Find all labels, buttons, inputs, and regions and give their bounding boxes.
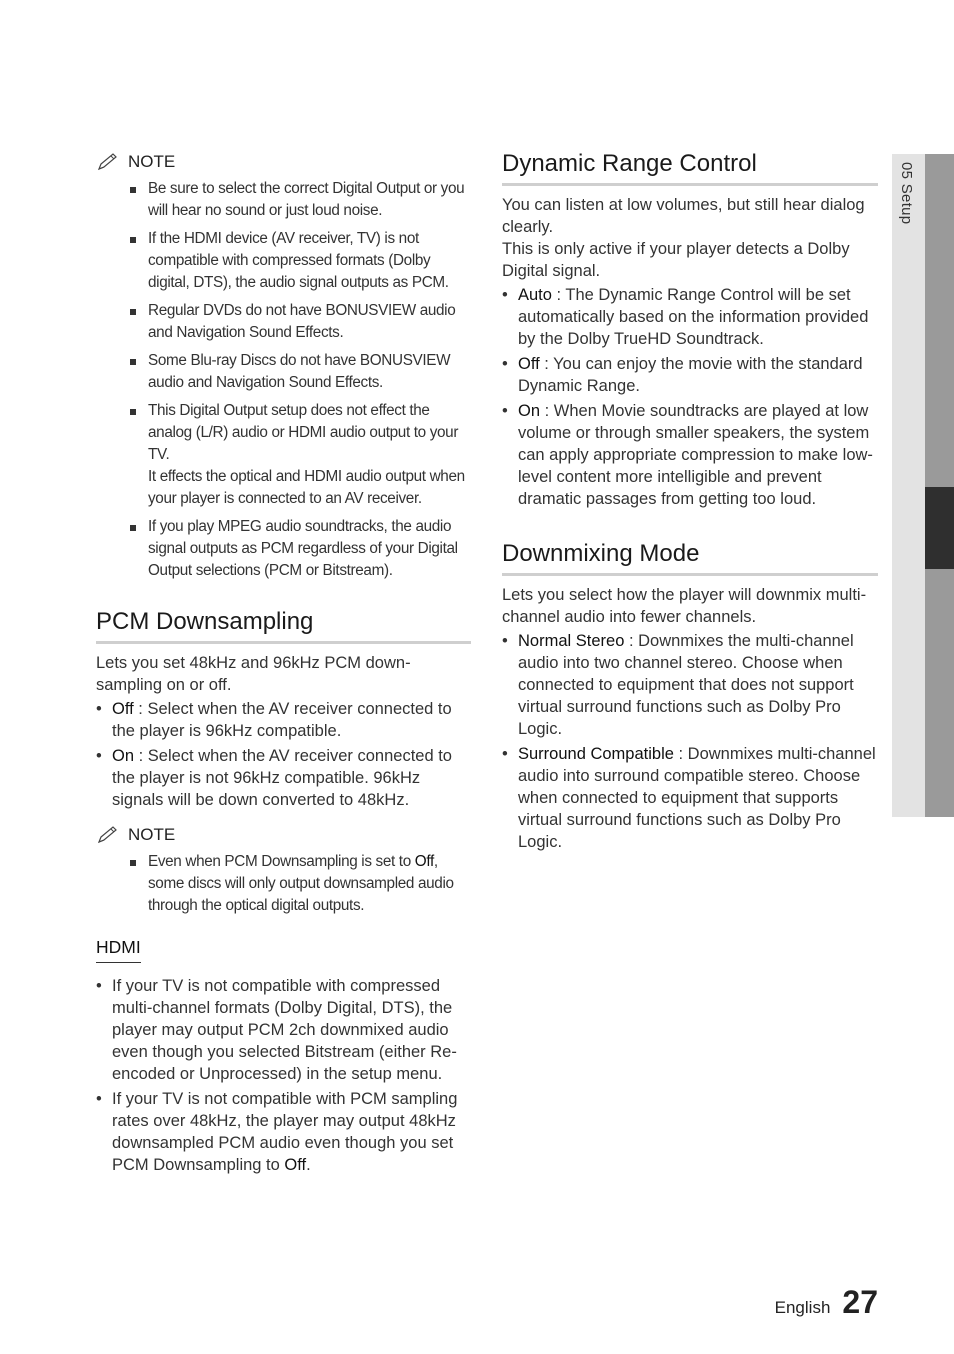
option-text: : Select when the AV receiver connected to the player is not 96kHz compatible. 96kHz signals will be down converted to 48kHz. (112, 747, 452, 809)
pencil-note-icon (96, 152, 122, 172)
left-column (96, 150, 471, 1179)
hdmi-item-text: . (306, 1156, 311, 1174)
note-list (96, 851, 471, 917)
page-number: 27 (842, 1284, 878, 1320)
section-title-downmixing-mode: Downmixing Mode (502, 540, 878, 576)
option-term: Off (112, 700, 134, 718)
option-term: Off (518, 355, 540, 373)
pcm-intro: Lets you set 48kHz and 96kHz PCM down-sampling on or off. (96, 654, 411, 694)
note-item: Regular DVDs do not have BONUSVIEW audio and Navigation Sound Effects. (96, 300, 471, 344)
chapter-tab-strip (925, 569, 954, 817)
option-text: : You can enjoy the movie with the standard Dynamic Range. (518, 355, 863, 395)
downmix-options (502, 630, 878, 853)
option-term: On (518, 402, 541, 420)
note-text: Even when PCM Downsampling is set to (148, 853, 415, 870)
drc-options (502, 284, 878, 510)
option-term: On (112, 747, 135, 765)
hdmi-section (96, 937, 471, 1176)
drc-section (502, 150, 878, 510)
note-item: If you play MPEG audio soundtracks, the audio signal outputs as PCM regardless of your Digital Output selections (PCM or Bitstream). (96, 516, 471, 582)
pencil-note-icon (96, 825, 122, 845)
downmix-intro: Lets you select how the player will downmix multi-channel audio into fewer channels. (502, 586, 867, 626)
drc-intro: This is only active if your player detects a Dolby Digital signal. (502, 240, 850, 280)
note-item: Some Blu-ray Discs do not have BONUSVIEW audio and Navigation Sound Effects. (96, 350, 471, 394)
note-list (96, 178, 471, 582)
note-item: Be sure to select the correct Digital Output or you will hear no sound or just loud noise. (96, 178, 471, 222)
right-column (502, 150, 878, 856)
option-text: : Downmixes multi-channel audio into surround compatible stereo. Choose when connected to equipment that supports virtual surround functions such as Dolby Pro Logic. (518, 745, 876, 851)
drc-intro: You can listen at low volumes, but still hear dialog clearly. (502, 196, 865, 236)
pcm-options (96, 698, 471, 811)
option-term: Normal Stereo (518, 632, 625, 650)
note-item-text: It effects the optical and HDMI audio output when your player is connected to an AV receiver. (148, 468, 465, 507)
chapter-tab-strip (925, 154, 954, 487)
page-footer (775, 1284, 878, 1321)
hdmi-item (96, 1088, 471, 1176)
pcm-section (96, 608, 471, 917)
note-heading (96, 825, 471, 845)
option-text: : When Movie soundtracks are played at low volume or through smaller speakers, the system can apply appropriate compression to make low-level content more intelligible and prevent dramatic passages from getting too loud. (518, 402, 873, 508)
option-term: Surround Compatible (518, 745, 674, 763)
downmix-section (502, 540, 878, 853)
hdmi-item-term: Off (284, 1156, 307, 1174)
pcm-option-on (96, 745, 471, 811)
note-heading (96, 152, 471, 172)
pcm-option-off (96, 698, 471, 742)
hdmi-item-text: If your TV is not compatible with PCM sampling rates over 48kHz, the player may output 48kHz downsampled PCM audio even though you set PCM Downsampling to (112, 1090, 458, 1174)
section-title-pcm-downsampling: PCM Downsampling (96, 608, 471, 644)
note-item-text: This Digital Output setup does not effect the analog (L/R) audio or HDMI audio output to your TV. (148, 402, 459, 463)
drc-option-on (502, 400, 878, 510)
option-term: Auto (518, 286, 552, 304)
drc-option-auto (502, 284, 878, 350)
note-item: If the HDMI device (AV receiver, TV) is not compatible with compressed formats (Dolby digital, DTS), the audio signal outputs as PCM. (96, 228, 471, 294)
note-label: NOTE (128, 825, 176, 844)
note-label: NOTE (128, 152, 176, 171)
note-item (96, 851, 471, 917)
note-term: Off (414, 853, 434, 870)
hdmi-list (96, 975, 471, 1176)
subsection-title-hdmi: HDMI (96, 937, 141, 963)
downmix-option-normal-stereo (502, 630, 878, 740)
chapter-tab-label: 05 Setup (898, 162, 915, 225)
chapter-tab (892, 154, 954, 817)
chapter-tab-current-marker (925, 487, 954, 569)
downmix-option-surround-compatible (502, 743, 878, 853)
footer-language: English (774, 1298, 831, 1317)
option-text: : The Dynamic Range Control will be set automatically based on the information provided by the Dolby TrueHD Soundtrack. (518, 286, 869, 348)
note-item (96, 400, 471, 510)
drc-option-off (502, 353, 878, 397)
option-text: : Select when the AV receiver connected to the player is 96kHz compatible. (112, 700, 452, 740)
section-title-dynamic-range-control: Dynamic Range Control (502, 150, 878, 186)
hdmi-item: • If your TV is not compatible with compressed multi-channel formats (Dolby Digital, DTS), the player may output PCM 2ch downmixed audio even though you selected Bitstream (either Re-encoded or Unprocessed) in the setup menu. (96, 975, 471, 1085)
note-text: , some discs will only output downsampled audio through the optical digital outputs. (148, 853, 454, 914)
option-text: : Downmixes the multi-channel audio into two channel stereo. Choose when connected to equipment that does not support virtual surround functions such as Dolby Pro Logic. (518, 632, 854, 738)
